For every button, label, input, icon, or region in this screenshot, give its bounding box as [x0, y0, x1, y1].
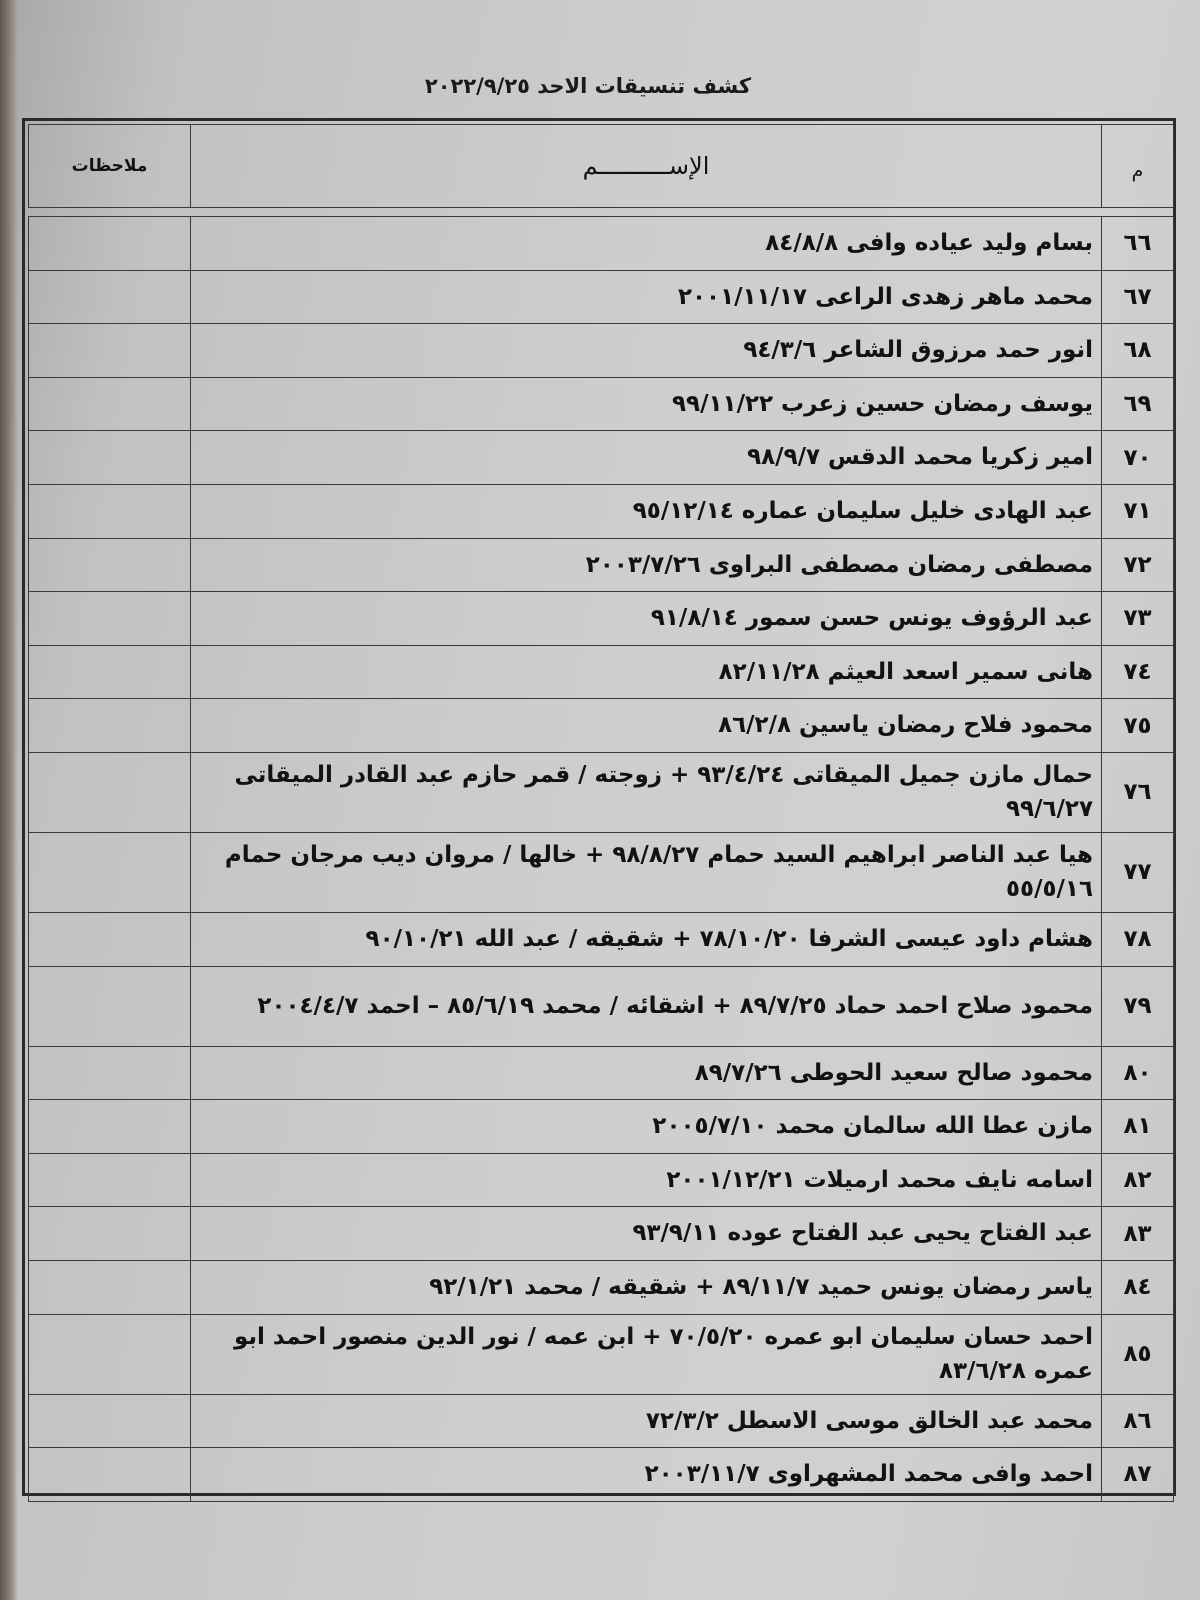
table-row	[29, 324, 1174, 378]
header-number: م	[1102, 125, 1174, 208]
row-name: يوسف رمضان حسين زعرب ٩٩/١١/٢٢	[191, 377, 1102, 431]
row-number: ٧١	[1102, 484, 1174, 538]
row-name: بسام وليد عياده وافى ٨٤/٨/٨	[191, 217, 1102, 271]
row-number: ٦٨	[1102, 324, 1174, 378]
document-title: كشف تنسيقات الاحد ٢٠٢٢/٩/٢٥	[424, 74, 752, 98]
row-notes	[29, 1207, 191, 1261]
row-number: ٦٧	[1102, 270, 1174, 324]
row-name: محمود فلاح رمضان ياسين ٨٦/٢/٨	[191, 699, 1102, 753]
separator-cell	[29, 208, 191, 217]
row-number: ٧٧	[1102, 832, 1174, 912]
row-number: ٧٥	[1102, 699, 1174, 753]
row-number: ٧٩	[1102, 966, 1174, 1046]
row-number: ٨٦	[1102, 1394, 1174, 1448]
table-row	[29, 912, 1174, 966]
row-notes	[29, 1153, 191, 1207]
separator-cell	[191, 208, 1102, 217]
row-number: ٧٢	[1102, 538, 1174, 592]
row-name: محمد ماهر زهدى الراعى ٢٠٠١/١١/١٧	[191, 270, 1102, 324]
header-name: الإســــــــــم	[191, 125, 1102, 208]
table-row	[29, 966, 1174, 1046]
row-name: مصطفى رمضان مصطفى البراوى ٢٠٠٣/٧/٢٦	[191, 538, 1102, 592]
table-row	[29, 832, 1174, 912]
row-number: ٨٢	[1102, 1153, 1174, 1207]
row-number: ٧٣	[1102, 592, 1174, 646]
row-notes	[29, 217, 191, 271]
row-notes	[29, 592, 191, 646]
row-number: ٧٦	[1102, 752, 1174, 832]
row-notes	[29, 752, 191, 832]
table-row	[29, 431, 1174, 485]
row-notes	[29, 1314, 191, 1394]
row-notes	[29, 832, 191, 912]
row-number: ٨٠	[1102, 1046, 1174, 1100]
table-row	[29, 1100, 1174, 1154]
row-name: امير زكريا محمد الدقس ٩٨/٩/٧	[191, 431, 1102, 485]
row-name: احمد حسان سليمان ابو عمره ٧٠/٥/٢٠ + ابن عمه / نور الدين منصور احمد ابو عمره ٨٣/٦/٢٨	[191, 1314, 1102, 1394]
table-row	[29, 1046, 1174, 1100]
table-header-row	[29, 125, 1174, 208]
table-row	[29, 699, 1174, 753]
table-row	[29, 1153, 1174, 1207]
row-notes	[29, 484, 191, 538]
row-notes	[29, 645, 191, 699]
row-notes	[29, 1046, 191, 1100]
row-name: عبد الفتاح يحيى عبد الفتاح عوده ٩٣/٩/١١	[191, 1207, 1102, 1261]
row-notes	[29, 966, 191, 1046]
row-name: هشام داود عيسى الشرفا ٧٨/١٠/٢٠ + شقيقه / عبد الله ٩٠/١٠/٢١	[191, 912, 1102, 966]
page-edge-shadow	[0, 0, 18, 1600]
row-notes	[29, 538, 191, 592]
row-name: هيا عبد الناصر ابراهيم السيد حمام ٩٨/٨/٢٧ + خالها / مروان ديب مرجان حمام ٥٥/٥/١٦	[191, 832, 1102, 912]
row-notes	[29, 377, 191, 431]
table-row	[29, 1448, 1174, 1502]
table-row	[29, 752, 1174, 832]
row-number: ٧٠	[1102, 431, 1174, 485]
row-number: ٨٤	[1102, 1260, 1174, 1314]
row-name: محمود صالح سعيد الحوطى ٨٩/٧/٢٦	[191, 1046, 1102, 1100]
table-row	[29, 1314, 1174, 1394]
row-notes	[29, 270, 191, 324]
row-notes	[29, 1260, 191, 1314]
header-separator	[29, 208, 1174, 217]
table-row	[29, 592, 1174, 646]
row-name: احمد وافى محمد المشهراوى ٢٠٠٣/١١/٧	[191, 1448, 1102, 1502]
table-row	[29, 1394, 1174, 1448]
row-notes	[29, 1100, 191, 1154]
header-notes: ملاحظات	[29, 125, 191, 208]
table-row	[29, 645, 1174, 699]
table-frame	[22, 118, 1176, 1496]
row-name: محمود صلاح احمد حماد ٨٩/٧/٢٥ + اشقائه / محمد ٨٥/٦/١٩ – احمد ٢٠٠٤/٤/٧	[191, 966, 1102, 1046]
row-notes	[29, 1448, 191, 1502]
row-name: عبد الرؤوف يونس حسن سمور ٩١/٨/١٤	[191, 592, 1102, 646]
row-number: ٧٤	[1102, 645, 1174, 699]
row-notes	[29, 431, 191, 485]
table-row	[29, 217, 1174, 271]
row-name: هانى سمير اسعد العيثم ٨٢/١١/٢٨	[191, 645, 1102, 699]
table-row	[29, 1260, 1174, 1314]
table-row	[29, 270, 1174, 324]
row-name: مازن عطا الله سالمان محمد ٢٠٠٥/٧/١٠	[191, 1100, 1102, 1154]
row-notes	[29, 699, 191, 753]
table-row	[29, 1207, 1174, 1261]
table-row	[29, 377, 1174, 431]
row-notes	[29, 1394, 191, 1448]
table-row	[29, 484, 1174, 538]
row-number: ٦٩	[1102, 377, 1174, 431]
row-number: ٧٨	[1102, 912, 1174, 966]
table-row	[29, 538, 1174, 592]
row-name: اسامه نايف محمد ارميلات ٢٠٠١/١٢/٢١	[191, 1153, 1102, 1207]
row-number: ٨٣	[1102, 1207, 1174, 1261]
row-number: ٨٥	[1102, 1314, 1174, 1394]
row-notes	[29, 912, 191, 966]
row-notes	[29, 324, 191, 378]
row-name: انور حمد مرزوق الشاعر ٩٤/٣/٦	[191, 324, 1102, 378]
row-number: ٦٦	[1102, 217, 1174, 271]
row-name: ياسر رمضان يونس حميد ٨٩/١١/٧ + شقيقه / محمد ٩٢/١/٢١	[191, 1260, 1102, 1314]
row-number: ٨٧	[1102, 1448, 1174, 1502]
row-name: حمال مازن جميل الميقاتى ٩٣/٤/٢٤ + زوجته / قمر حازم عبد القادر الميقاتى ٩٩/٦/٢٧	[191, 752, 1102, 832]
row-name: محمد عبد الخالق موسى الاسطل ٧٢/٣/٢	[191, 1394, 1102, 1448]
row-name: عبد الهادى خليل سليمان عماره ٩٥/١٢/١٤	[191, 484, 1102, 538]
names-table	[28, 124, 1174, 1502]
separator-cell	[1102, 208, 1174, 217]
row-number: ٨١	[1102, 1100, 1174, 1154]
